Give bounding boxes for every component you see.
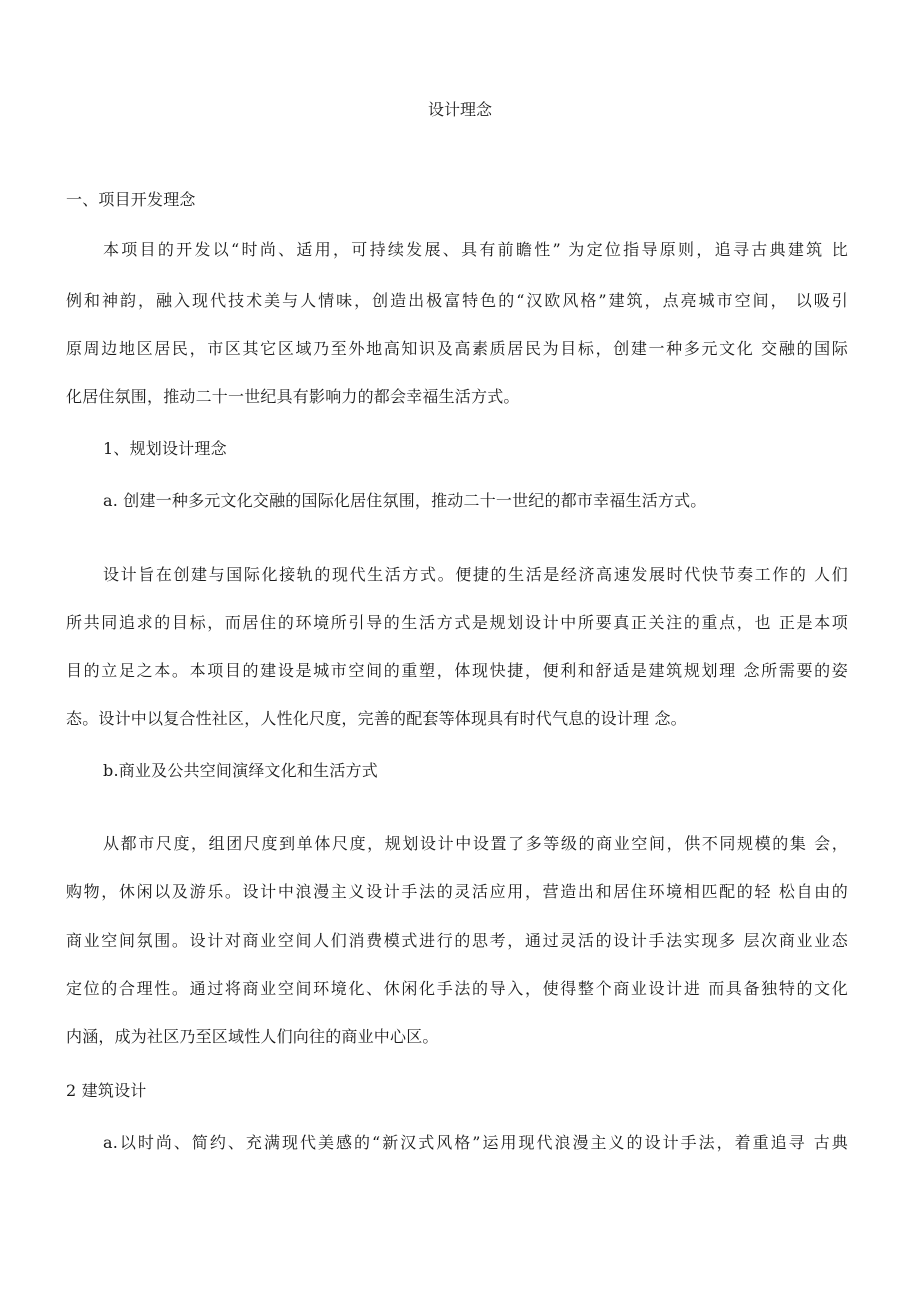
- paragraph-line: 设计旨在创建与国际化接轨的现代生活方式。便捷的生活是经济高速发展时代快节奏工作的 人们: [103, 565, 848, 584]
- section-heading-project-concept: 一、项目开发理念: [66, 190, 196, 209]
- item-a: a. 创建一种多元文化交融的国际化居住氛围，推动二十一世纪的都市幸福生活方式。: [103, 491, 707, 510]
- paragraph-line: 商业空间氛围。设计对商业空间人们消费模式进行的思考，通过灵活的设计手法实现多 层次商业业态: [66, 931, 848, 950]
- item-b: b.商业及公共空间演绎文化和生活方式: [103, 761, 378, 780]
- subsection-heading-planning: 1、规划设计理念: [103, 439, 227, 458]
- section-heading-architecture: 2 建筑设计: [66, 1081, 147, 1100]
- paragraph-line: 内涵，成为社区乃至区域性人们向往的商业中心区。: [66, 1027, 439, 1046]
- paragraph-line: 从都市尺度，组团尺度到单体尺度，规划设计中设置了多等级的商业空间，供不同规模的集 会，: [103, 834, 848, 853]
- paragraph-line: 所共同追求的目标，而居住的环境所引导的生活方式是规划设计中所要真正关注的重点，也 正是本项: [66, 613, 848, 632]
- paragraph-line: 本项目的开发以“时尚、适用，可持续发展、具有前瞻性” 为定位指导原则，追寻古典建筑 比: [103, 240, 848, 259]
- paragraph-line: 化居住氛围，推动二十一世纪具有影响力的都会幸福生活方式。: [66, 387, 520, 406]
- paragraph-line: 购物，休闲以及游乐。设计中浪漫主义设计手法的灵活应用，营造出和居住环境相匹配的轻 松自由的: [66, 882, 848, 901]
- document-title: 设计理念: [427, 100, 492, 119]
- paragraph-line: 原周边地区居民，市区其它区域乃至外地高知识及高素质居民为目标，创建一种多元文化 交融的国际: [66, 339, 848, 358]
- item-2a: a.以时尚、简约、充满现代美感的“新汉式风格”运用现代浪漫主义的设计手法，着重追寻 古典: [103, 1133, 848, 1152]
- paragraph-line: 例和神韵，融入现代技术美与人情味，创造出极富特色的“汉欧风格”建筑，点亮城市空间， 以吸引: [66, 291, 848, 310]
- paragraph-line: 目的立足之本。本项目的建设是城市空间的重塑，体现快捷，便利和舒适是建筑规划理 念所需要的姿: [66, 661, 848, 680]
- paragraph-line: 定位的合理性。通过将商业空间环境化、休闲化手法的导入，使得整个商业设计进 而具备独特的文化: [66, 979, 848, 998]
- paragraph-line: 态。设计中以复合性社区，人性化尺度，完善的配套等体现具有时代气息的设计理 念。: [66, 709, 687, 728]
